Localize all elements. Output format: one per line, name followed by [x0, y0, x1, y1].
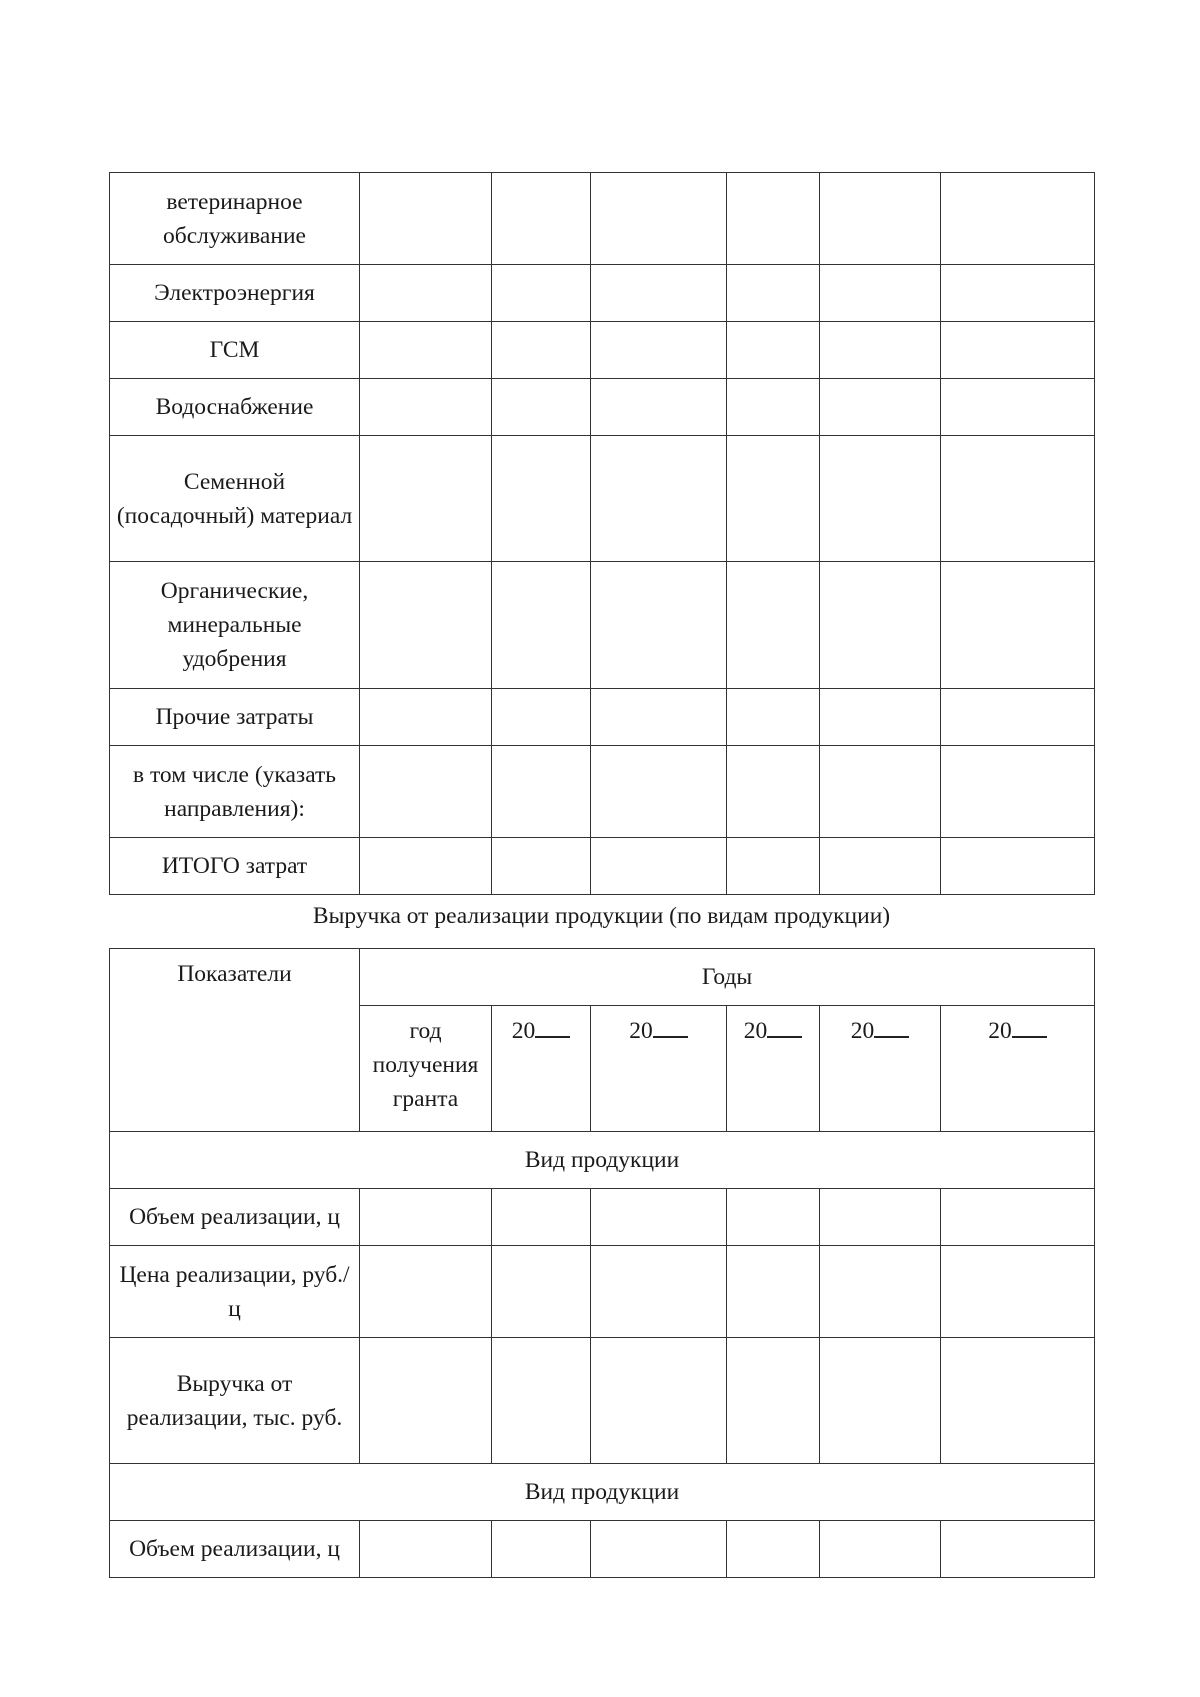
input-cell[interactable]	[360, 1521, 492, 1578]
table-row	[110, 1338, 1095, 1464]
input-cell[interactable]	[820, 1246, 941, 1338]
row-label: Электроэнергия	[110, 265, 360, 322]
table-row	[110, 746, 1095, 838]
expenses-table	[109, 172, 1095, 895]
input-cell[interactable]	[941, 562, 1095, 689]
row-label: Семенной (посадочный) материал	[110, 436, 360, 562]
table-row	[110, 436, 1095, 562]
input-cell[interactable]	[360, 562, 492, 689]
input-cell[interactable]	[820, 265, 941, 322]
table-row	[110, 1246, 1095, 1338]
input-cell[interactable]	[820, 1189, 941, 1246]
input-cell[interactable]	[492, 838, 591, 895]
year-blank	[653, 1016, 688, 1038]
input-cell[interactable]	[591, 746, 727, 838]
table-row	[110, 689, 1095, 746]
input-cell[interactable]	[941, 838, 1095, 895]
input-cell[interactable]	[492, 562, 591, 689]
input-cell[interactable]	[941, 1189, 1095, 1246]
year-header: 20	[591, 1006, 727, 1132]
input-cell[interactable]	[727, 1246, 820, 1338]
revenue-table	[109, 948, 1095, 1578]
input-cell[interactable]	[492, 1189, 591, 1246]
input-cell[interactable]	[727, 173, 820, 265]
input-cell[interactable]	[591, 689, 727, 746]
input-cell[interactable]	[727, 265, 820, 322]
input-cell[interactable]	[820, 379, 941, 436]
input-cell[interactable]	[591, 838, 727, 895]
input-cell[interactable]	[941, 746, 1095, 838]
row-label: ветеринарное обслуживание	[110, 173, 360, 265]
product-type-label: Вид продукции	[110, 1132, 1095, 1189]
table-row	[110, 1189, 1095, 1246]
input-cell[interactable]	[591, 322, 727, 379]
year-header: 20	[492, 1006, 591, 1132]
year-header: 20	[727, 1006, 820, 1132]
product-type-label: Вид продукции	[110, 1464, 1095, 1521]
input-cell[interactable]	[591, 1189, 727, 1246]
input-cell[interactable]	[360, 746, 492, 838]
year-header: 20	[941, 1006, 1095, 1132]
year-blank	[1012, 1016, 1047, 1038]
input-cell[interactable]	[941, 173, 1095, 265]
input-cell[interactable]	[820, 689, 941, 746]
input-cell[interactable]	[360, 1246, 492, 1338]
input-cell[interactable]	[360, 173, 492, 265]
input-cell[interactable]	[727, 1521, 820, 1578]
input-cell[interactable]	[941, 322, 1095, 379]
input-cell[interactable]	[727, 322, 820, 379]
input-cell[interactable]	[492, 746, 591, 838]
input-cell[interactable]	[727, 436, 820, 562]
input-cell[interactable]	[360, 689, 492, 746]
row-label: Органические, минеральные удобрения	[110, 562, 360, 689]
input-cell[interactable]	[360, 379, 492, 436]
table-row	[110, 1521, 1095, 1578]
input-cell[interactable]	[820, 1521, 941, 1578]
input-cell[interactable]	[820, 173, 941, 265]
input-cell[interactable]	[492, 322, 591, 379]
row-label: Выручка от реализации, тыс. руб.	[110, 1338, 360, 1464]
year-blank	[535, 1016, 570, 1038]
row-label: Прочие затраты	[110, 689, 360, 746]
input-cell[interactable]	[820, 746, 941, 838]
input-cell[interactable]	[591, 173, 727, 265]
input-cell[interactable]	[360, 322, 492, 379]
input-cell[interactable]	[941, 689, 1095, 746]
input-cell[interactable]	[820, 436, 941, 562]
revenue-table-caption: Выручка от реализации продукции (по видам продукции)	[312, 903, 891, 929]
table-row	[110, 838, 1095, 895]
input-cell[interactable]	[727, 689, 820, 746]
input-cell[interactable]	[591, 1246, 727, 1338]
input-cell[interactable]	[820, 562, 941, 689]
input-cell[interactable]	[492, 689, 591, 746]
input-cell[interactable]	[591, 1521, 727, 1578]
table-row	[110, 322, 1095, 379]
input-cell[interactable]	[492, 436, 591, 562]
input-cell[interactable]	[941, 1338, 1095, 1464]
input-cell[interactable]	[492, 265, 591, 322]
input-cell[interactable]	[360, 1338, 492, 1464]
input-cell[interactable]	[591, 436, 727, 562]
input-cell[interactable]	[492, 1521, 591, 1578]
input-cell[interactable]	[941, 265, 1095, 322]
input-cell[interactable]	[727, 379, 820, 436]
row-label: Объем реализации, ц	[110, 1521, 360, 1578]
input-cell[interactable]	[591, 1338, 727, 1464]
input-cell[interactable]	[591, 379, 727, 436]
row-label: Объем реализации, ц	[110, 1189, 360, 1246]
input-cell[interactable]	[727, 1189, 820, 1246]
input-cell[interactable]	[360, 436, 492, 562]
header-row	[110, 949, 1095, 1006]
input-cell[interactable]	[820, 838, 941, 895]
year-blank	[767, 1016, 802, 1038]
year-header: 20	[820, 1006, 941, 1132]
row-label: Цена реализации, руб./ц	[110, 1246, 360, 1338]
input-cell[interactable]	[492, 1246, 591, 1338]
input-cell[interactable]	[820, 322, 941, 379]
input-cell[interactable]	[591, 265, 727, 322]
indicators-header: Показатели	[110, 949, 360, 1132]
input-cell[interactable]	[941, 436, 1095, 562]
row-label: ГСМ	[110, 322, 360, 379]
input-cell[interactable]	[591, 562, 727, 689]
row-label: ИТОГО затрат	[110, 838, 360, 895]
grant-year-header: год получения гранта	[360, 1006, 492, 1132]
input-cell[interactable]	[941, 1521, 1095, 1578]
input-cell[interactable]	[727, 1338, 820, 1464]
input-cell[interactable]	[360, 1189, 492, 1246]
input-cell[interactable]	[492, 1338, 591, 1464]
table-row	[110, 562, 1095, 689]
input-cell[interactable]	[820, 1338, 941, 1464]
input-cell[interactable]	[727, 838, 820, 895]
product-type-row	[110, 1132, 1095, 1189]
input-cell[interactable]	[727, 746, 820, 838]
input-cell[interactable]	[492, 379, 591, 436]
table-row	[110, 173, 1095, 265]
input-cell[interactable]	[360, 838, 492, 895]
row-label: Водоснабжение	[110, 379, 360, 436]
table-row	[110, 265, 1095, 322]
input-cell[interactable]	[360, 265, 492, 322]
years-header: Годы	[360, 949, 1095, 1006]
input-cell[interactable]	[941, 379, 1095, 436]
row-label: в том числе (указать направления):	[110, 746, 360, 838]
input-cell[interactable]	[727, 562, 820, 689]
input-cell[interactable]	[492, 173, 591, 265]
year-blank	[874, 1016, 909, 1038]
table-row	[110, 379, 1095, 436]
input-cell[interactable]	[941, 1246, 1095, 1338]
product-type-row	[110, 1464, 1095, 1521]
